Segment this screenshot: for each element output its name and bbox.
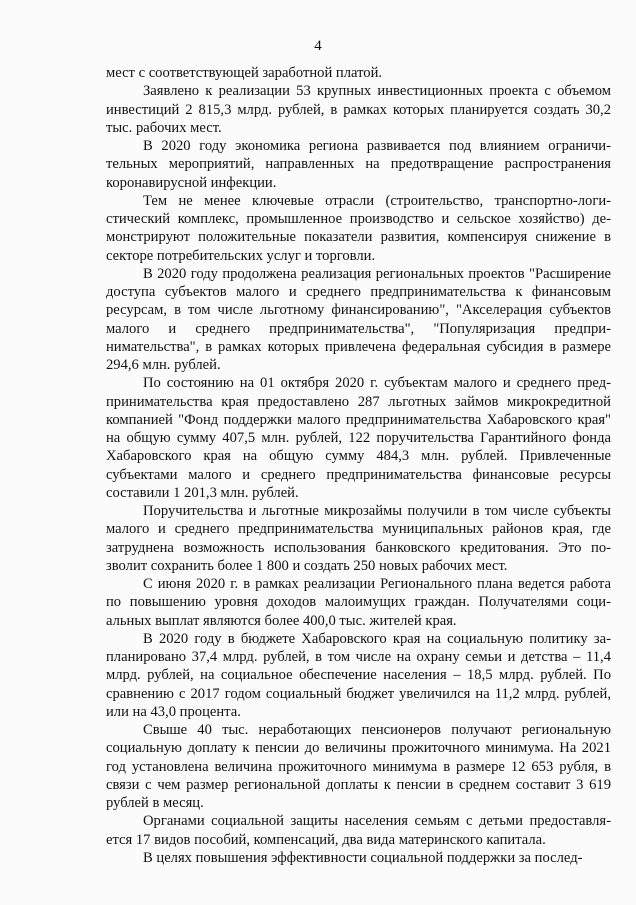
paragraph-investment-projects: Заявлено к реализации 53 крупных инвестиционных проекта с объемом инвестиций 2 815,3 млрд. рублей, в рамках которых планируется создать 30,2 тыс. рабочих мест. — [106, 83, 611, 136]
paragraph-social-support-efficiency: В целях повышения эффективности социальной поддержки за послед- — [143, 849, 583, 866]
paragraph-social-budget: В 2020 году в бюджете Хабаровского края на социальную политику запланировано 37,4 млрд. рублей, в том числе на охрану семьи и детства – 11,4 млрд. рублей, на социальное обеспечение населения – 18,5 млрд. рублей. По сравнению с 2017 годом социальный бюджет увеличился на 11,2 млрд. рублей, или на 43,0 процента. — [106, 630, 611, 720]
document-body — [106, 64, 611, 867]
paragraph-key-industries: Тем не менее ключевые отрасли (строительство, транспортно-логистический комплекс, промышленное производство и сельское хозяйство) демонстрируют положительные показатели развития, компенсируя снижение в секторе потребительских услуг и торговли. — [106, 192, 611, 264]
paragraph-pensioners: Свыше 40 тыс. неработающих пенсионеров получают региональную социальную доплату к пенсии до величины прожиточного минимума. На 2021 год установлена величина прожиточного минимума в размере 12 653 рубля, в связи с чем размер региональной доплаты к пенсии в среднем составит 3 619 рублей в месяц. — [106, 722, 611, 811]
paragraph-regional-projects: В 2020 году продолжена реализация региональных проектов "Расширение доступа субъектов малого и среднего предпринимательства к финансовым ресурсам, в том числе льготному финансированию", "Акселерация субъектов малого и среднего предпринимательства", "Популяризация предпринимательства", в рамках которых привлечена федеральная субсидия в размере 294,6 млн. рублей. — [106, 265, 611, 373]
page-number: 4 — [314, 38, 322, 54]
paragraph-microloans: Поручительства и льготные микрозаймы получили в том числе субъекты малого и среднего предпринимательства муниципальных районов края, где затруднена возможность использования банковского кредитования. Это позволит сохранить более 1 800 и создать 250 новых рабочих мест. — [106, 503, 611, 574]
paragraph-income-plan: С июня 2020 г. в рамках реализации Регионального плана ведется работа по повышению уровня доходов малоимущих граждан. Получателями социальных выплат являются более 400,0 тыс. жителей края. — [106, 576, 611, 629]
paragraph-family-benefits: Органами социальной защиты населения семьям с детьми предоставляется 17 видов пособий, компенсаций, два вида материнского капитала. — [106, 813, 611, 848]
paragraph-coronavirus-economy: В 2020 году экономика региона развивается под влиянием ограничительных мероприятий, направленных на предотвращение распространения коронавирусной инфекции. — [106, 138, 611, 191]
paragraph-small-business-loans: По состоянию на 01 октября 2020 г. субъектам малого и среднего предпринимательства края предоставлено 287 льготных займов микрокредитной компанией "Фонд поддержки малого предпринимательства Хабаровского края" на общую сумму 407,5 млн. рублей, 122 поручительства Гарантийного фонда Хабаровского края на общую сумму 484,3 млн. рублей. Привлеченные субъектами малого и среднего предпринимательства финансовые ресурсы составили 1 201,3 млн. рублей. — [106, 375, 611, 501]
paragraph-continuation: мест с соответствующей заработной платой. — [106, 65, 383, 81]
